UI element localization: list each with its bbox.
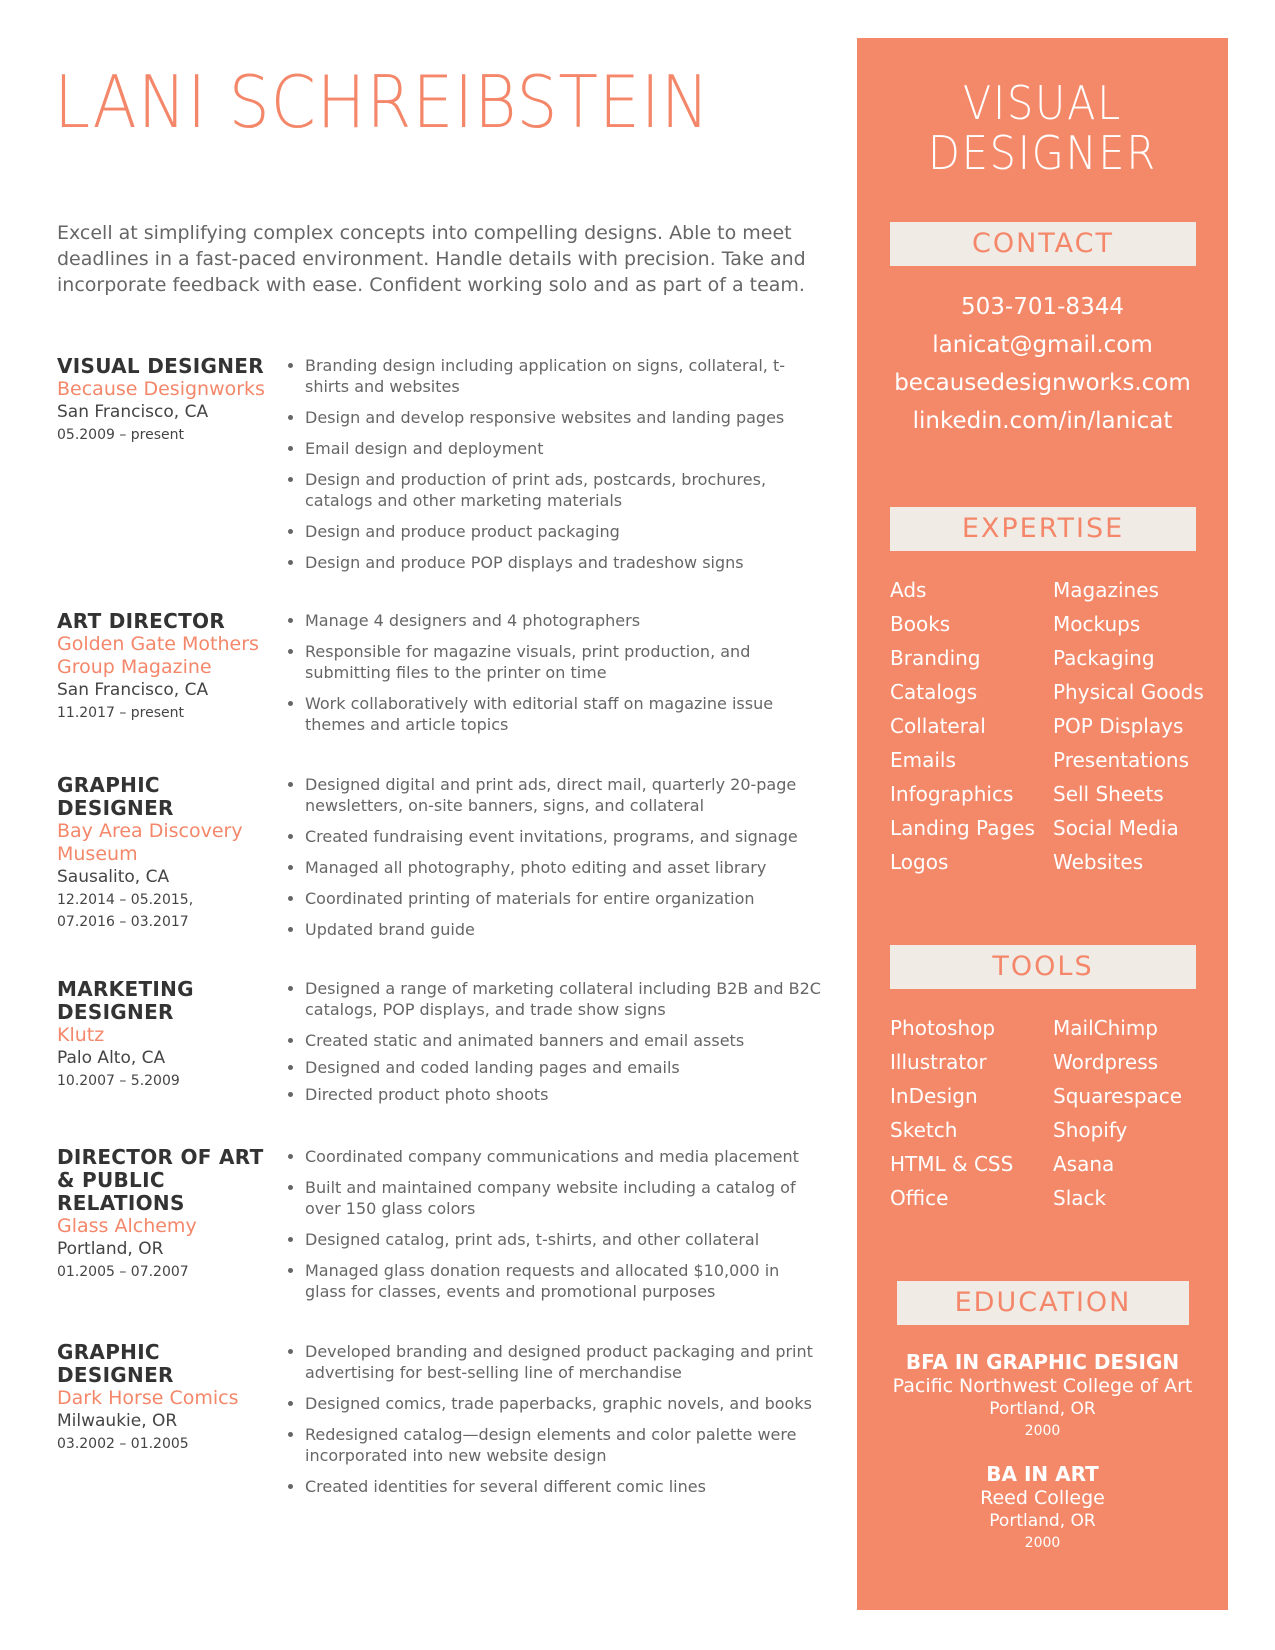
job-meta <box>57 355 277 446</box>
tool-item: Squarespace <box>1053 1084 1183 1108</box>
job-bullet: • Coordinated printing of materials for entire organization <box>305 888 825 909</box>
job-location: Sausalito, CA <box>57 867 170 887</box>
tool-item: MailChimp <box>1053 1016 1158 1040</box>
job-bullet: • Design and production of print ads, postcards, brochures, catalogs and other marketing materials <box>305 469 825 511</box>
expertise-item: Landing Pages <box>890 816 1035 840</box>
expertise-item: Mockups <box>1053 612 1141 636</box>
tool-item: Sketch <box>890 1118 958 1142</box>
job-dates: 05.2009 – present <box>57 427 185 443</box>
expertise-item: Physical Goods <box>1053 680 1204 704</box>
job-bullet: • Created fundraising event invitations, programs, and signage <box>305 826 825 847</box>
expertise-item: Logos <box>890 850 949 874</box>
job-bullet: • Managed all photography, photo editing and asset library <box>305 857 825 878</box>
tools-heading: TOOLS <box>890 945 1196 989</box>
job-bullet: • Managed glass donation requests and allocated $10,000 in glass for classes, events and promotional purposes <box>305 1260 825 1302</box>
education-school: Reed College <box>980 1487 1105 1509</box>
job-bullet: • Design and produce product packaging <box>305 521 825 542</box>
job-bullets <box>287 1341 825 1507</box>
job-bullet: • Designed and coded landing pages and emails <box>305 1057 825 1078</box>
expertise-column <box>1053 573 1204 879</box>
job-location: Portland, OR <box>57 1239 164 1259</box>
education-heading: EDUCATION <box>897 1281 1189 1325</box>
job-meta <box>57 774 277 933</box>
job-dates: 11.2017 – present <box>57 705 185 721</box>
job-bullet: • Created static and animated banners and email assets <box>305 1030 825 1051</box>
education-school: Pacific Northwest College of Art <box>892 1375 1193 1397</box>
sidebar <box>857 38 1228 1610</box>
tool-item: Wordpress <box>1053 1050 1159 1074</box>
job-location: Palo Alto, CA <box>57 1048 166 1068</box>
job-location: San Francisco, CA <box>57 680 209 700</box>
contact-linkedin[interactable]: linkedin.com/in/lanicat <box>912 408 1173 434</box>
job-dates: 01.2005 – 07.2007 <box>57 1264 189 1280</box>
job-location: San Francisco, CA <box>57 402 209 422</box>
expertise-item: Websites <box>1053 850 1144 874</box>
role-line: DESIGNER <box>928 126 1157 180</box>
job-company: Because Designworks <box>57 378 265 400</box>
job-title: MARKETING DESIGNER <box>57 977 194 1024</box>
education-location: Portland, OR <box>989 1399 1096 1419</box>
contact-phone[interactable]: 503-701-8344 <box>961 294 1124 320</box>
job-dates: 03.2002 – 01.2005 <box>57 1436 189 1452</box>
tools-column <box>890 1011 1013 1215</box>
expertise-item: Social Media <box>1053 816 1179 840</box>
expertise-item: Branding <box>890 646 981 670</box>
role-line: VISUAL <box>962 76 1123 130</box>
tools-column <box>1053 1011 1182 1215</box>
job-bullet: • Developed branding and designed product packaging and print advertising for best-selling line of merchandise <box>305 1341 825 1383</box>
expertise-item: Magazines <box>1053 578 1159 602</box>
resume-name: LANI SCHREIBSTEIN <box>54 60 711 144</box>
job-meta <box>57 610 277 724</box>
education-location: Portland, OR <box>989 1511 1096 1531</box>
job-company: Glass Alchemy <box>57 1215 197 1237</box>
job-meta <box>57 1146 277 1283</box>
job-bullet: • Design and develop responsive websites and landing pages <box>305 407 825 428</box>
job-meta <box>57 978 237 1092</box>
tool-item: InDesign <box>890 1084 978 1108</box>
job-bullets <box>287 610 825 745</box>
job-bullet: • Updated brand guide <box>305 919 825 940</box>
job-title: GRAPHIC DESIGNER <box>57 1340 174 1387</box>
job-bullet: • Designed comics, trade paperbacks, graphic novels, and books <box>305 1393 825 1414</box>
job-bullet: • Designed a range of marketing collateral including B2B and B2C catalogs, POP displays, and trade show signs <box>305 978 825 1020</box>
job-bullets <box>287 355 825 583</box>
job-bullet: • Work collaboratively with editorial staff on magazine issue themes and article topics <box>305 693 825 735</box>
contact-website[interactable]: becausedesignworks.com <box>894 370 1191 396</box>
job-company: Dark Horse Comics <box>57 1387 239 1409</box>
job-company: Golden Gate Mothers Group Magazine <box>57 633 259 678</box>
job-dates: 12.2014 – 05.2015, <box>57 892 194 908</box>
expertise-item: Collateral <box>890 714 986 738</box>
education-degree: BA IN ART <box>986 1462 1099 1486</box>
expertise-heading: EXPERTISE <box>890 507 1196 551</box>
expertise-item: Packaging <box>1053 646 1155 670</box>
job-bullet: • Directed product photo shoots <box>305 1084 825 1105</box>
job-bullet: • Branding design including application on signs, collateral, t-shirts and websites <box>305 355 825 397</box>
expertise-item: Ads <box>890 578 927 602</box>
job-title: DIRECTOR OF ART & PUBLIC RELATIONS <box>57 1145 264 1215</box>
tool-item: Asana <box>1053 1152 1115 1176</box>
job-bullet: • Redesigned catalog—design elements and color palette were incorporated into new website design <box>305 1424 825 1466</box>
expertise-item: Books <box>890 612 951 636</box>
job-bullet: • Design and produce POP displays and tradeshow signs <box>305 552 825 573</box>
job-title: ART DIRECTOR <box>57 609 226 633</box>
expertise-item: Catalogs <box>890 680 978 704</box>
job-bullets <box>287 1146 825 1312</box>
job-bullet: • Coordinated company communications and media placement <box>305 1146 825 1167</box>
education-degree: BFA IN GRAPHIC DESIGN <box>905 1350 1180 1374</box>
tool-item: Photoshop <box>890 1016 996 1040</box>
expertise-column <box>890 573 1035 879</box>
tool-item: Shopify <box>1053 1118 1128 1142</box>
job-dates: 07.2016 – 03.2017 <box>57 914 189 930</box>
tool-item: Illustrator <box>890 1050 987 1074</box>
job-bullets <box>287 978 825 1115</box>
education-year: 2000 <box>1024 1535 1061 1551</box>
job-company: Klutz <box>57 1024 105 1046</box>
expertise-item: Emails <box>890 748 956 772</box>
education-entry <box>857 1462 1228 1554</box>
job-meta <box>57 1341 277 1455</box>
job-bullet: • Created identities for several different comic lines <box>305 1476 825 1497</box>
role-title <box>857 78 1228 178</box>
job-dates: 10.2007 – 5.2009 <box>57 1073 180 1089</box>
job-bullet: • Manage 4 designers and 4 photographers <box>305 610 825 631</box>
job-bullet: • Designed digital and print ads, direct mail, quarterly 20-page newsletters, on-site banners, signs, and collateral <box>305 774 825 816</box>
expertise-item: Presentations <box>1053 748 1190 772</box>
job-bullet: • Built and maintained company website including a catalog of over 150 glass colors <box>305 1177 825 1219</box>
education-year: 2000 <box>1024 1423 1061 1439</box>
contact-email[interactable]: lanicat@gmail.com <box>932 332 1153 358</box>
contact-heading: CONTACT <box>890 222 1196 266</box>
contact-list <box>857 288 1228 440</box>
job-location: Milwaukie, OR <box>57 1411 178 1431</box>
job-title: VISUAL DESIGNER <box>57 354 264 378</box>
summary: Excell at simplifying complex concepts into compelling designs. Able to meet deadlines in a fast-paced environment. Handle details with precision. Take and incorporate feedback with ease. Confident working solo and as part of a team. <box>57 222 806 296</box>
expertise-item: Infographics <box>890 782 1014 806</box>
job-company: Bay Area Discovery Museum <box>57 820 243 865</box>
job-bullet: • Designed catalog, print ads, t-shirts, and other collateral <box>305 1229 825 1250</box>
expertise-item: Sell Sheets <box>1053 782 1164 806</box>
expertise-item: POP Displays <box>1053 714 1184 738</box>
job-bullet: • Email design and deployment <box>305 438 825 459</box>
tool-item: HTML & CSS <box>890 1152 1014 1176</box>
job-title: GRAPHIC DESIGNER <box>57 773 174 820</box>
tool-item: Office <box>890 1186 949 1210</box>
education-entry <box>857 1350 1228 1442</box>
job-bullets <box>287 774 825 950</box>
tool-item: Slack <box>1053 1186 1107 1210</box>
job-bullet: • Responsible for magazine visuals, print production, and submitting files to the printer on time <box>305 641 825 683</box>
